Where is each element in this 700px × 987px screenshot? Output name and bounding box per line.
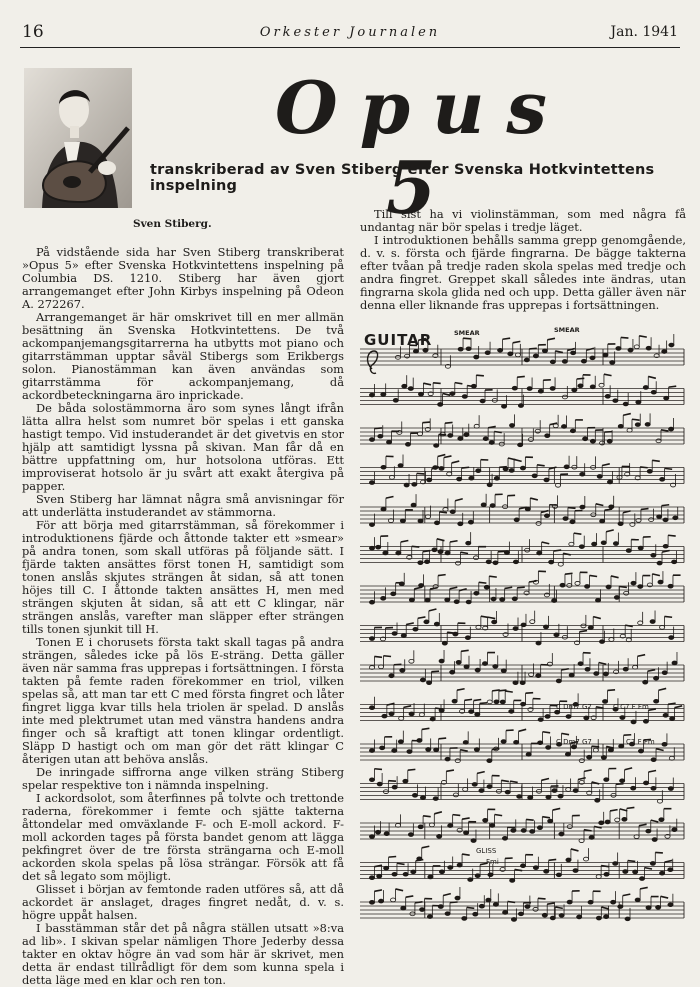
header-divider bbox=[20, 47, 680, 48]
chord-label: C Dm7 G7 bbox=[556, 703, 592, 711]
right-text-column bbox=[360, 208, 686, 312]
staff bbox=[360, 454, 684, 487]
sheet-music-staves bbox=[358, 325, 688, 950]
chord-label: C7 F Fm bbox=[626, 738, 655, 746]
paragraph: På vidstående sida har Sven Stiberg transkriberat »Opus 5» efter Svenska Hotkvintettens inspelning på Columbia DS. 1210. Stiberg har även gjort arrangemanget efter John Kirbys inspelning på Odeon A. 272267. bbox=[22, 246, 344, 311]
paragraph: För att börja med gitarrstämman, så förekommer i introduktionens fjärde och åttonde takter ett »smear» på andra tonen, som skall utföras på följande sätt. I fjärde takten ansättes först tonen H, samtidigt som tonen anslås skjutes strängen åt sidan, så att tonen höjes till C. I åttonde takten ansättes H, men med strängen skjuten åt sidan, så att ett C klingar, när strängen anslås, varefter man släpper efter strängen tills tonen sjunkit till H. bbox=[22, 519, 344, 636]
page-number: 16 bbox=[22, 22, 44, 42]
staff bbox=[360, 413, 684, 447]
treble-clef-icon bbox=[368, 351, 378, 373]
paragraph: I basstämman står det på några ställen utsatt »8:va ad lib». I skivan spelar nämligen Thore Jederby dessa takter en oktav högre än vad som här är skrivet, men detta är endast tillrådligt för dem som kunna spela i detta läge med en klar och ren ton. bbox=[22, 922, 344, 987]
paragraph: De båda solostämmorna äro som synes långt ifrån lätta allra helst som numret bör spelas i ett ganska hastigt tempo. Vid instuderandet är det givetvis en stor hjälp att samtidigt lyssna på skivan. Man får då en bättre uppfattning om, hur hotsolona utföras. Ett improviserat hotsolo är ju svårt att exakt återgiva på papper. bbox=[22, 402, 344, 493]
paragraph: I ackordsolot, som återfinnes på tolvte och trettonde raderna, förekommer i femte och sjätte takterna åttondelar med omväxlande F- och E-moll ackord. F-moll ackorden tages på första bandet genom att lägga pekfingret över de tre första strängarna och E-moll ackorden skola spelas på lösa strängar. Försök att få det så legato som möjligt. bbox=[22, 792, 344, 883]
chord-label: GLISS bbox=[476, 847, 496, 855]
photo-caption: Sven Stiberg. bbox=[133, 218, 212, 230]
article-subtitle: transkriberad av Sven Stiberg efter Svenska Hotkvintettens inspelning bbox=[150, 162, 690, 194]
staff bbox=[360, 887, 684, 921]
staff bbox=[360, 571, 684, 604]
staff bbox=[360, 494, 684, 527]
chord-label: C C7 F Fm bbox=[613, 703, 649, 711]
paragraph: Tonen E i chorusets första takt skall tagas på andra strängen, således icke på lös E-sträng. Detta gäller även när samma fras upprepas i fortsättningen. I första takten på femte raden förekommer en triol, vilken spelas så, att man tar ett C med första fingret och låter fingret ligga kvar tills hela triolen är spelad. D anslås inte med plektrumet utan med vänstra handens andra finger och så kraftigt att tonen klingar ordentligt. Släpp D hastigt och om man gör det rätt klingar C återigen utan att behöva anslås. bbox=[22, 636, 344, 766]
staff bbox=[360, 846, 684, 882]
paragraph: I introduktionen behålls samma grepp genomgående, d. v. s. första och fjärde fingrarna. De bägge takterna efter tvåan på tredje raden skola spelas med tredje och andra fingret. Greppet skall således inte ändras, utan fingrarna skola glida ned och upp. Detta gäller även när denna eller liknande fras upprepas i fortsättningen. bbox=[360, 234, 686, 312]
running-head bbox=[22, 22, 678, 46]
issue-date: Jan. 1941 bbox=[610, 24, 678, 40]
paragraph: Arrangemanget är här omskrivet till en mer allmän besättning än Svenska Hotkvintettens. De två ackompanjemangsgitarrerna ha utbytts mot piano och gitarrstämman upptar såväl Stibergs som Erikbergs solon. Pianostämman kan även användas som gitarrstämma för ackompanjemang, då ackordbeteckningarna äro inprickade. bbox=[22, 311, 344, 402]
chord-label: C Dm7 G7 bbox=[556, 738, 592, 746]
chord-label: Fmi bbox=[486, 858, 499, 866]
staff bbox=[360, 807, 684, 842]
staff bbox=[360, 768, 684, 803]
staff bbox=[360, 609, 684, 645]
smear-mark: SMEAR bbox=[454, 329, 480, 337]
photo-sven-stiberg bbox=[24, 68, 132, 208]
paragraph: Sven Stiberg har lämnat några små anvisningar för att underlätta instuderandet av stämmorna. bbox=[22, 493, 344, 519]
staff bbox=[360, 530, 684, 566]
article-title: Opus 5 bbox=[222, 68, 622, 228]
journal-name: Orkester Journalen bbox=[22, 25, 678, 40]
left-text-column bbox=[22, 246, 344, 987]
paragraph: Glisset i början av femtonde raden utföres så, att då ackordet är anslaget, drages fingret nedåt, d. v. s. högre uppåt halsen. bbox=[22, 883, 344, 922]
guitar-score bbox=[358, 325, 688, 950]
paragraph: Till sist ha vi violinstämman, som med några få undantag när bör spelas i tredje läget. bbox=[360, 208, 686, 234]
smear-mark: SMEAR bbox=[554, 326, 580, 334]
paragraph: De inringade siffrorna ange vilken sträng Stiberg spelar respektive ton i nämnda inspelning. bbox=[22, 766, 344, 792]
staff bbox=[360, 650, 684, 685]
staff bbox=[360, 374, 684, 408]
score-label: GUITAR bbox=[364, 331, 432, 349]
